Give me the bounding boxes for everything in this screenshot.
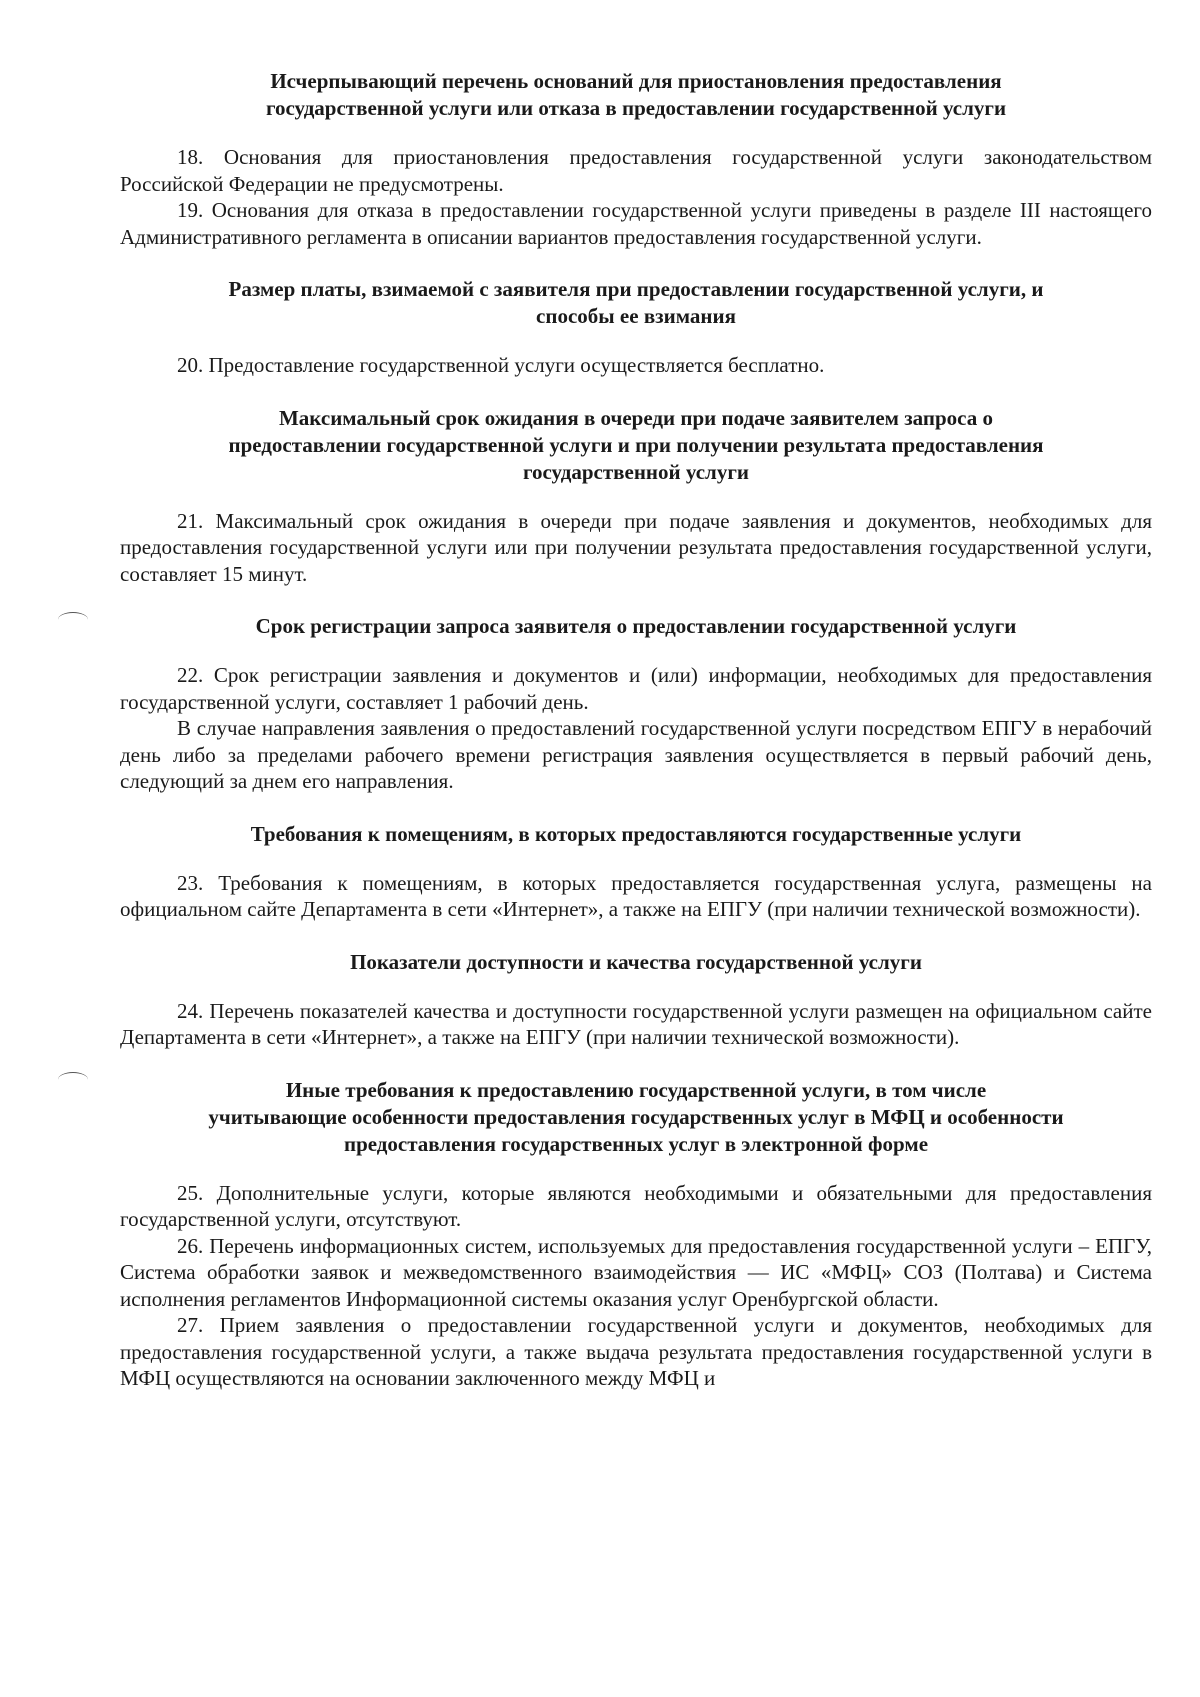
document-page — [120, 68, 1152, 1392]
paragraph-20: 20. Предоставление государственной услуги осуществляется бесплатно. — [177, 353, 825, 377]
heading-line: Размер платы, взимаемой с заявителя при предоставлении государственной услуги, и — [228, 277, 1044, 301]
section-fee — [120, 276, 1152, 379]
section-heading — [120, 949, 1152, 976]
section-premises — [120, 821, 1152, 923]
section-heading — [120, 1077, 1152, 1158]
section-suspension-grounds — [120, 68, 1152, 250]
paragraph-24: 24. Перечень показателей качества и доступности государственной услуги размещен на официальном сайте Департамента в сети «Интернет», а также на ЕПГУ (при наличии технической возможности). — [120, 998, 1152, 1049]
heading-line: способы ее взимания — [536, 304, 736, 328]
section-accessibility — [120, 949, 1152, 1051]
paragraph-19: 19. Основания для отказа в предоставлении государственной услуги приведены в разделе III настоящего Административного регламента в описании вариантов предоставления государственной услуги. — [120, 198, 1152, 249]
section-other-requirements — [120, 1077, 1152, 1392]
scan-mark — [58, 1072, 88, 1087]
scan-mark — [58, 612, 88, 627]
section-heading — [120, 613, 1152, 640]
section-registration-time — [120, 613, 1152, 795]
paragraph-18: 18. Основания для приостановления предоставления государственной услуги законодательством Российской Федерации не предусмотрены. — [120, 145, 1152, 196]
section-heading — [120, 68, 1152, 122]
paragraph-26: 26. Перечень информационных систем, используемых для предоставления государственной услуги – ЕПГУ, Система обработки заявок и межведомственного взаимодействия — ИС «МФЦ» СОЗ (Полтава) и Система исполнения регламентов Информационной системы оказания услуг Оренбургской области. — [120, 1233, 1152, 1311]
section-heading — [120, 405, 1152, 486]
section-heading — [120, 276, 1152, 330]
paragraph-23: 23. Требования к помещениям, в которых предоставляется государственная услуга, размещены на официальном сайте Департамента в сети «Интернет», а также на ЕПГУ (при наличии технической возможности). — [120, 870, 1152, 921]
heading-line: Показатели доступности и качества государственной услуги — [350, 949, 922, 974]
heading-line: Исчерпывающий перечень оснований для приостановления предоставления — [270, 69, 1002, 93]
heading-line: государственной услуги — [523, 459, 749, 484]
heading-line: учитывающие особенности предоставления государственных услуг в МФЦ и особенности — [208, 1104, 1064, 1129]
section-queue-time — [120, 405, 1152, 588]
heading-line: предоставления государственных услуг в электронной форме — [343, 1131, 929, 1156]
paragraph-25: 25. Дополнительные услуги, которые являются необходимыми и обязательными для предоставления государственной услуги, отсутствуют. — [120, 1180, 1152, 1231]
paragraph-27: 27. Прием заявления о предоставлении государственной услуги и документов, необходимых для предоставления государственной услуги, а также выдача результата предоставления государственной услуги в МФЦ осуществляются на основании заключенного между МФЦ и — [120, 1313, 1152, 1390]
section-heading — [120, 821, 1152, 848]
heading-line: Иные требования к предоставлению государственной услуги, в том числе — [285, 1077, 987, 1102]
heading-line: предоставлении государственной услуги и при получении результата предоставления — [228, 432, 1044, 457]
heading-line: государственной услуги или отказа в предоставлении государственной услуги — [265, 96, 1007, 120]
paragraph-22-cont: В случае направления заявления о предоставлений государственной услуги посредством ЕПГУ в нерабочий день либо за пределами рабочего времени регистрация заявления осуществляется в первый рабочий день, следующий за днем его направления. — [120, 716, 1152, 793]
heading-line: Срок регистрации запроса заявителя о предоставлении государственной услуги — [255, 614, 1017, 638]
paragraph-21: 21. Максимальный срок ожидания в очереди при подаче заявления и документов, необходимых для предоставления государственной услуги или при получении результата предоставления государственной услуги, составляет 15 минут. — [120, 508, 1152, 586]
heading-line: Максимальный срок ожидания в очереди при подаче заявителем запроса о — [278, 405, 993, 430]
paragraph-22: 22. Срок регистрации заявления и документов и (или) информации, необходимых для предоставления государственной услуги, составляет 1 рабочий день. — [120, 663, 1152, 714]
heading-line: Требования к помещениям, в которых предоставляются государственные услуги — [250, 821, 1022, 846]
